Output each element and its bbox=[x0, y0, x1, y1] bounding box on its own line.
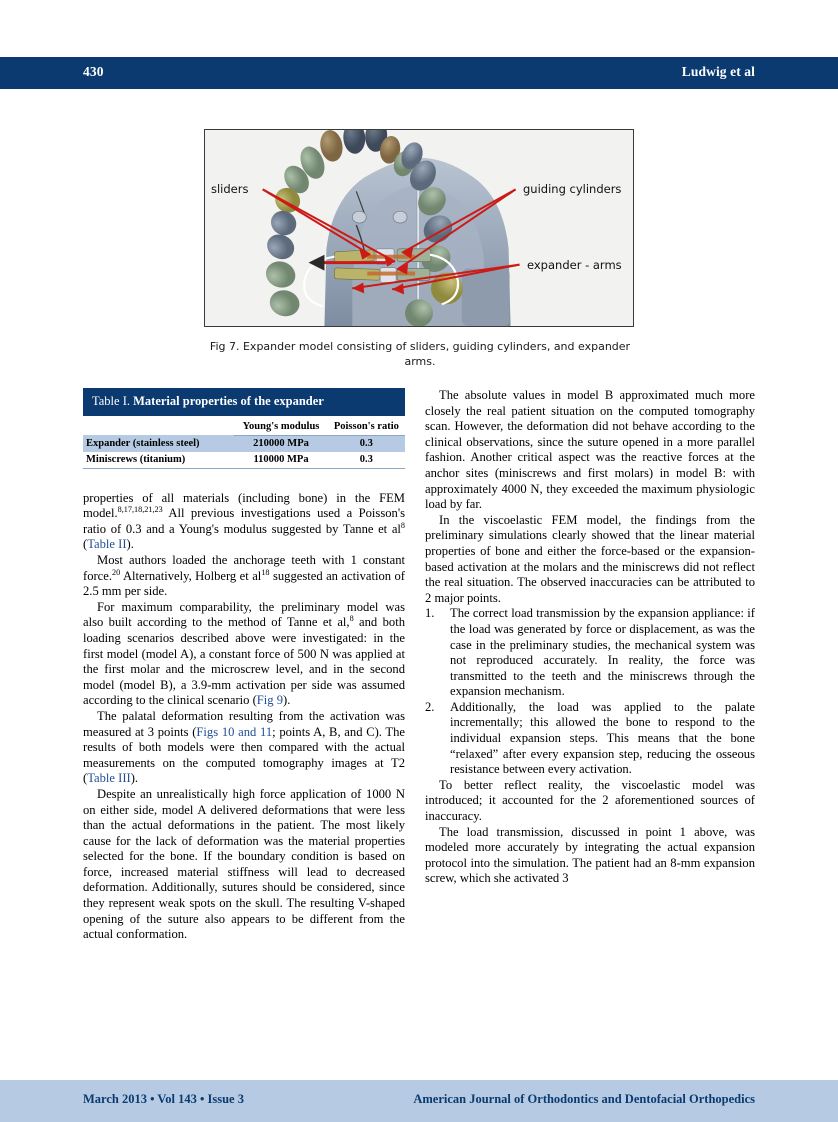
reference-superscript: 8,17,18,21,23 bbox=[117, 505, 163, 515]
table-1-title bbox=[83, 388, 405, 416]
cross-reference-figs-10-11[interactable]: Figs 10 and 11 bbox=[196, 724, 273, 739]
table-1 bbox=[83, 388, 405, 469]
paragraph: The load transmission, discussed in point 1 above, was modeled more accurately by integrating the actual expansion protocol into the simulation. The patient had an 8-mm expansion screw, which she activated 3 bbox=[425, 824, 755, 886]
list-item-text: Additionally, the load was applied to the palate incrementally; this allowed the bone to respond to the individual expansion steps. This means that the bone “relaxed” after every expansion step, reducing the osseous resistance between every activation. bbox=[450, 699, 755, 777]
text-run: Most authors loaded the anchorage teeth with 1 constant force. bbox=[83, 553, 405, 583]
paragraph bbox=[83, 709, 405, 787]
cross-reference-table-3[interactable]: Table III bbox=[87, 771, 131, 786]
cross-reference-fig-9[interactable]: Fig 9 bbox=[256, 693, 284, 708]
text-run: ; points A, B, and C). The results of both models were then compared with the actual measurements on the computed tomography images at T2 ( bbox=[83, 724, 405, 786]
text-run: ). bbox=[126, 537, 134, 552]
paragraph: The absolute values in model B approximated much more closely the real patient situation on the computed tomography scan. However, the deformation did not behave according to the clinical observations, since the suture opened in a more parallel fashion. Another critical aspect was the reactive forces at the anchor sites (miniscrews and first molars) in model B: with approximately 4000 N, they exceeded the maximum physiologic load by far. bbox=[425, 388, 755, 512]
paragraph: Despite an unrealistically high force application of 1000 N on either side, model A delivered deformations that were less than the actual deformations in the patient. The most likely cause for the lack of deformation was the material properties selected for the bone. If the boundary condition is based on force, increased material stiffness will lead to decreased deformation. Additionally, sutures should be considered, since they represent weak spots on the skull. The resulting V-shaped opening of the suture also appears to be different from the actual conformation. bbox=[83, 786, 405, 942]
cross-reference-table-2[interactable]: Table II bbox=[87, 537, 127, 552]
paragraph bbox=[83, 491, 405, 553]
paragraph bbox=[83, 553, 405, 600]
text-run: Alternatively, Holberg et al bbox=[120, 568, 262, 583]
text-run: All previous investigations used a Poisson's ratio of 0.3 and a Young's modulus suggested by Tanne et al bbox=[83, 506, 405, 536]
text-run: ). bbox=[283, 693, 291, 708]
table-cell-poissons-ratio: 0.3 bbox=[328, 452, 405, 469]
figure-caption bbox=[204, 339, 636, 370]
table-cell-material: Expander (stainless steel) bbox=[83, 435, 234, 452]
table-col-header-1: Young's modulus bbox=[234, 417, 327, 436]
paragraph: To better reflect reality, the viscoelastic model was introduced; it accounted for the 2 aforementioned sources of inaccuracy. bbox=[425, 777, 755, 824]
figure-label-expander-arms: expander - arms bbox=[527, 258, 622, 272]
footer-journal-name: American Journal of Orthodontics and Dentofacial Orthopedics bbox=[413, 1092, 755, 1106]
figure-label-sliders: sliders bbox=[211, 182, 249, 196]
table-1-grid bbox=[83, 417, 405, 469]
table-cell-youngs-modulus: 210000 MPa bbox=[234, 435, 327, 452]
list-item-text: The correct load transmission by the expansion appliance: if the load was generated by force or displacement, as was the case in the preliminary studies, the mechanical system was not reproduced accurately. In reality, the force was transmitted to the teeth and the miniscrews through the expansion mechanism. bbox=[450, 606, 755, 699]
right-column bbox=[425, 388, 755, 887]
text-run: For maximum comparability, the preliminary model was also built according to the method of Tanne et al, bbox=[83, 599, 405, 630]
table-cell-poissons-ratio: 0.3 bbox=[328, 435, 405, 452]
table-1-label: Table I. bbox=[92, 394, 130, 408]
running-head bbox=[0, 57, 838, 89]
list-item-number: 2. bbox=[425, 699, 435, 714]
table-col-header-0 bbox=[83, 417, 234, 436]
running-head-authors: Ludwig et al bbox=[681, 64, 755, 79]
table-row bbox=[83, 452, 405, 469]
table-cell-youngs-modulus: 110000 MPa bbox=[234, 452, 327, 469]
figure-caption-text: Expander model consisting of sliders, guiding cylinders, and expander arms. bbox=[242, 340, 631, 369]
paragraph: In the viscoelastic FEM model, the findings from the preliminary simulations clearly showed that the linear material properties of bone and either the force-based or the expansion-based activation at the molars and the miniscrews did not reflect the real situation. The observed inaccuracies can be attributed to 2 major points. bbox=[425, 512, 755, 605]
text-run: properties of all materials (including bone) in the FEM model. bbox=[83, 490, 405, 521]
footer-issue-info: March 2013 • Vol 143 • Issue 3 bbox=[83, 1092, 244, 1106]
page-footer bbox=[0, 1080, 838, 1122]
table-1-caption: Material properties of the expander bbox=[133, 394, 324, 408]
figure-caption-number: Fig 7. bbox=[209, 340, 240, 353]
text-run: and both loading scenarios described above were investigated: in the first model (model A), a constant force of 500 N was applied at the first molar and the microscrew level, and in the second model (model B), a 3.9-mm activation per side was assumed according to the clinical scenario ( bbox=[83, 615, 406, 708]
text-run: ). bbox=[130, 771, 139, 786]
expander-model-illustration bbox=[205, 130, 633, 326]
table-col-header-2: Poisson's ratio bbox=[328, 417, 405, 436]
figure-image-frame bbox=[204, 129, 634, 327]
text-run: suggested an activation of 2.5 mm per side. bbox=[83, 568, 406, 599]
table-row bbox=[83, 435, 405, 452]
reference-superscript: 18 bbox=[261, 567, 270, 577]
numbered-list bbox=[425, 606, 755, 778]
left-column bbox=[83, 388, 405, 943]
paragraph bbox=[83, 600, 405, 709]
table-header-row bbox=[83, 417, 405, 436]
page-number: 430 bbox=[83, 64, 104, 79]
figure-7 bbox=[204, 129, 636, 370]
reference-superscript: 8 bbox=[349, 614, 354, 624]
figure-label-guiding-cylinders: guiding cylinders bbox=[523, 182, 622, 196]
list-item bbox=[425, 700, 755, 778]
reference-superscript: 20 bbox=[112, 567, 121, 577]
list-item-number: 1. bbox=[425, 606, 435, 621]
list-item bbox=[425, 606, 755, 700]
table-cell-material: Miniscrews (titanium) bbox=[83, 452, 234, 469]
text-run: ( bbox=[83, 537, 88, 552]
reference-superscript: 8 bbox=[400, 520, 405, 530]
text-run: The palatal deformation resulting from the activation was measured at 3 points ( bbox=[83, 708, 405, 739]
